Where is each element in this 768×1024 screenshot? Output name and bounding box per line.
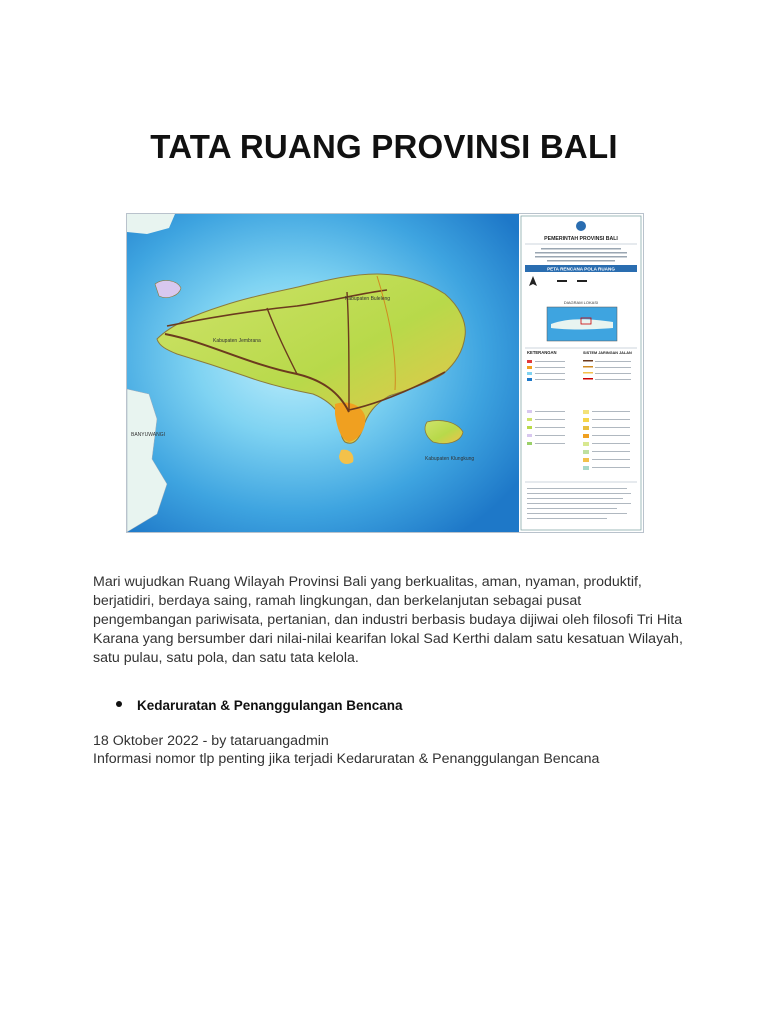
label-jembrana: Kabupaten Jembrana xyxy=(213,338,261,344)
legend-sistem-jaringan: SISTEM JARINGAN JALAN xyxy=(583,351,632,355)
spatial-plan-map xyxy=(126,213,644,533)
intro-paragraph: Mari wujudkan Ruang Wilayah Provinsi Bali yang berkualitas, aman, nyaman, produktif, berjatidiri, berdaya saing, ramah lingkungan, dan berkelanjutan sebagai pusat pengembangan pariwisata, pertanian, dan industri berbasis budaya dijiwai oleh filosofi Tri Hita Karana yang bersumber dari nilai-nilai kearifan lokal Sad Kerthi dalam satu kesatuan Wilayah, satu pulau, satu pola, dan satu tata kelola. xyxy=(93,574,683,666)
legend-keterangan: KETERANGAN xyxy=(527,350,557,355)
post-date-author: 18 Oktober 2022 - by tataruangadmin xyxy=(93,733,329,749)
legend-subheader: PETA RENCANA POLA RUANG xyxy=(547,266,615,272)
inset-label: DIAGRAM LOKASI xyxy=(563,300,599,305)
bullet-icon xyxy=(116,701,122,707)
legend-header: PEMERINTAH PROVINSI BALI xyxy=(544,236,618,242)
label-klungkung: Kabupaten Klungkung xyxy=(425,456,475,462)
bullet-item-label: Kedaruratan & Penanggulangan Bencana xyxy=(137,698,403,713)
post-summary: Informasi nomor tlp penting jika terjadi Kedaruratan & Penanggulangan Bencana xyxy=(93,751,600,767)
bullet-item-link[interactable] xyxy=(116,698,403,713)
emblem-icon xyxy=(576,221,586,231)
label-buleleng: Kabupaten Buleleng xyxy=(345,296,391,302)
map-image xyxy=(127,214,643,532)
post-meta xyxy=(93,732,599,768)
page-title: TATA RUANG PROVINSI BALI xyxy=(150,128,618,165)
label-banyuwangi: BANYUWANGI xyxy=(131,432,165,438)
